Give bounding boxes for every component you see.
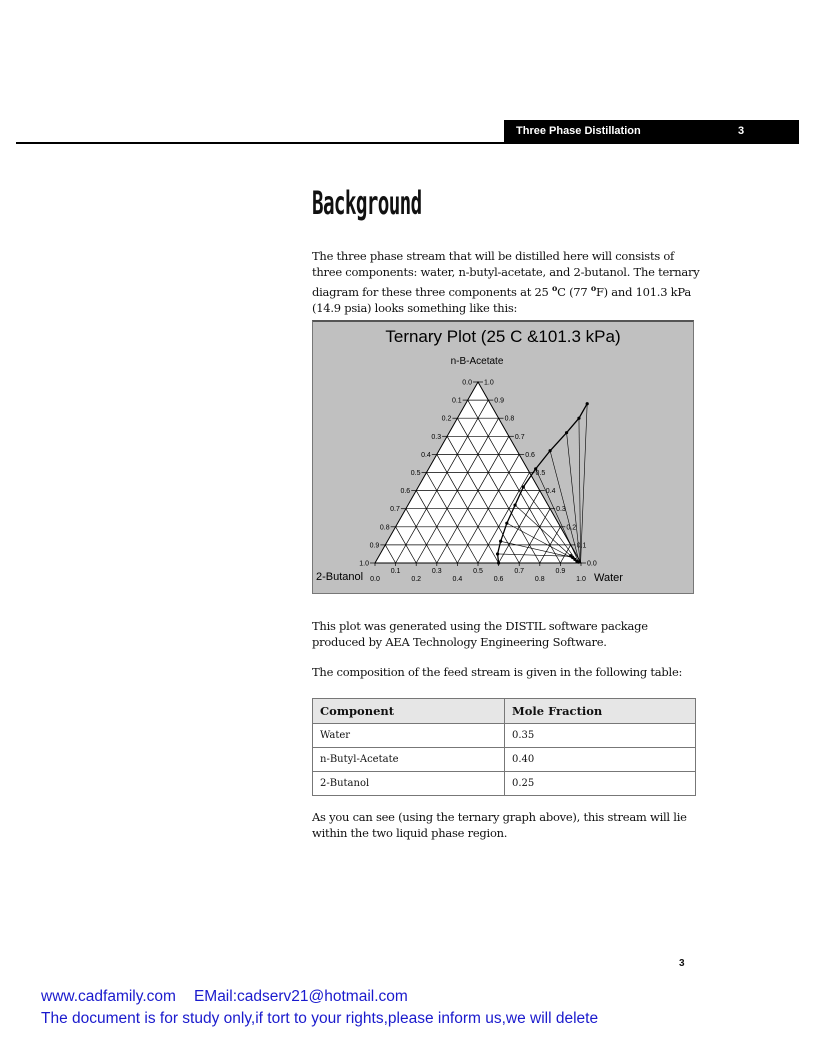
table-row: [313, 772, 696, 796]
tick-label-right: 0.4: [545, 488, 556, 496]
binodal-point: [505, 522, 508, 525]
tick-label-left: 0.6: [400, 488, 411, 496]
degree-symbol-1: o: [552, 283, 558, 293]
tick-label-bottom: 0.4: [452, 576, 463, 583]
tick-label-right: 0.5: [535, 470, 546, 477]
degree-symbol-2: o: [590, 283, 596, 293]
tick-label-right: 0.9: [494, 397, 505, 405]
table-cell-component: Water: [313, 724, 505, 748]
binodal-point: [513, 503, 516, 506]
intro-text-1: The three phase stream that will be distilled here will consists of three components: water, n-butyl-acetate, and 2-butanol. The ternary diagram for these three components at 25: [312, 249, 700, 299]
tick-label-bottom: 0.6: [493, 576, 504, 583]
table-intro-paragraph: The composition of the feed stream is given in the following table:: [312, 665, 683, 679]
binodal-point: [577, 417, 580, 420]
section-heading: Background: [312, 184, 422, 222]
table-cell-component: 2-Butanol: [313, 772, 505, 796]
tick-label-right: 0.2: [566, 524, 577, 532]
tick-label-left: 0.5: [410, 470, 421, 477]
tick-label-bottom: 0.9: [555, 568, 566, 575]
tick-label-bottom: 0.5: [473, 568, 483, 575]
tick-label-left: 0.1: [451, 397, 462, 405]
left-vertex-label: 2-Butanol: [316, 571, 364, 583]
binodal-point: [565, 431, 568, 434]
top-vertex-label: n-B-Acetate: [450, 356, 504, 367]
running-header-page: 3: [738, 125, 745, 137]
tick-label-left: 1.0: [359, 560, 369, 568]
tick-label-left: 0.0: [462, 379, 472, 387]
running-header: [504, 120, 799, 144]
table-row: [313, 724, 696, 748]
tick-label-right: 0.6: [525, 451, 535, 459]
table-cell-mole-fraction: 0.40: [505, 748, 696, 772]
tick-label-left: 0.4: [421, 451, 431, 459]
ternary-plot-figure: [312, 320, 694, 594]
plot-note-paragraph: This plot was generated using the DISTIL software package produced by AEA Technology Engineering Software.: [312, 619, 648, 649]
tick-label-left: 0.2: [441, 415, 452, 423]
intro-text-3: F) and 101.3 kPa (14.9 psia) looks something like this:: [312, 284, 691, 315]
binodal-point: [522, 485, 525, 488]
tick-label-left: 0.9: [369, 542, 380, 550]
binodal-point: [496, 552, 499, 555]
ternary-plot: [313, 322, 693, 594]
tick-label-bottom: 0.7: [514, 568, 525, 575]
binodal-point: [569, 554, 572, 557]
footer-website-link[interactable]: www.cadfamily.com: [41, 988, 176, 1005]
tick-label-right: 1.0: [484, 379, 494, 387]
tick-label-right: 0.1: [576, 542, 587, 550]
footer-email-link[interactable]: EMail:cadserv21@hotmail.com: [193, 988, 408, 1005]
plot-title: Ternary Plot (25 C &101.3 kPa): [385, 327, 621, 346]
tick-label-bottom: 0.0: [370, 576, 380, 583]
binodal-point: [586, 402, 589, 405]
footer-contact: [41, 988, 408, 1006]
tick-label-bottom: 0.8: [534, 576, 545, 583]
table-header-row: [313, 699, 696, 724]
tick-label-right: 0.3: [556, 506, 566, 514]
tick-label-bottom: 0.2: [411, 576, 422, 583]
tick-label-bottom: 1.0: [576, 576, 586, 583]
column-header-component: Component: [313, 699, 505, 724]
tick-label-right: 0.8: [504, 415, 515, 423]
running-header-title: Three Phase Distillation: [516, 125, 641, 137]
tick-label-bottom: 0.3: [431, 568, 442, 575]
tie-line: [581, 404, 588, 563]
table-cell-mole-fraction: 0.25: [505, 772, 696, 796]
page-number: 3: [679, 958, 685, 969]
feed-composition-table: [312, 698, 696, 796]
table-cell-component: n-Butyl-Acetate: [313, 748, 505, 772]
conclusion-paragraph: As you can see (using the ternary graph above), this stream will lie within the two liquid phase region.: [312, 810, 687, 840]
tie-line: [579, 418, 581, 563]
intro-paragraph: [312, 248, 702, 316]
table-row: [313, 748, 696, 772]
tick-label-right: 0.7: [514, 433, 525, 441]
table-cell-mole-fraction: 0.35: [505, 724, 696, 748]
tick-label-right: 0.0: [587, 560, 597, 568]
footer-notice: The document is for study only,if tort to your rights,please inform us,we will delete: [41, 1010, 599, 1027]
tick-label-left: 0.3: [431, 433, 442, 441]
tick-label-bottom: 0.1: [390, 568, 401, 575]
right-vertex-label: Water: [594, 572, 623, 584]
binodal-point: [499, 540, 502, 543]
binodal-point: [549, 449, 552, 452]
intro-text-2: C (77: [557, 284, 591, 299]
column-header-mole-fraction: Mole Fraction: [505, 699, 696, 724]
tick-label-left: 0.7: [390, 506, 400, 514]
tick-label-left: 0.8: [379, 524, 390, 532]
